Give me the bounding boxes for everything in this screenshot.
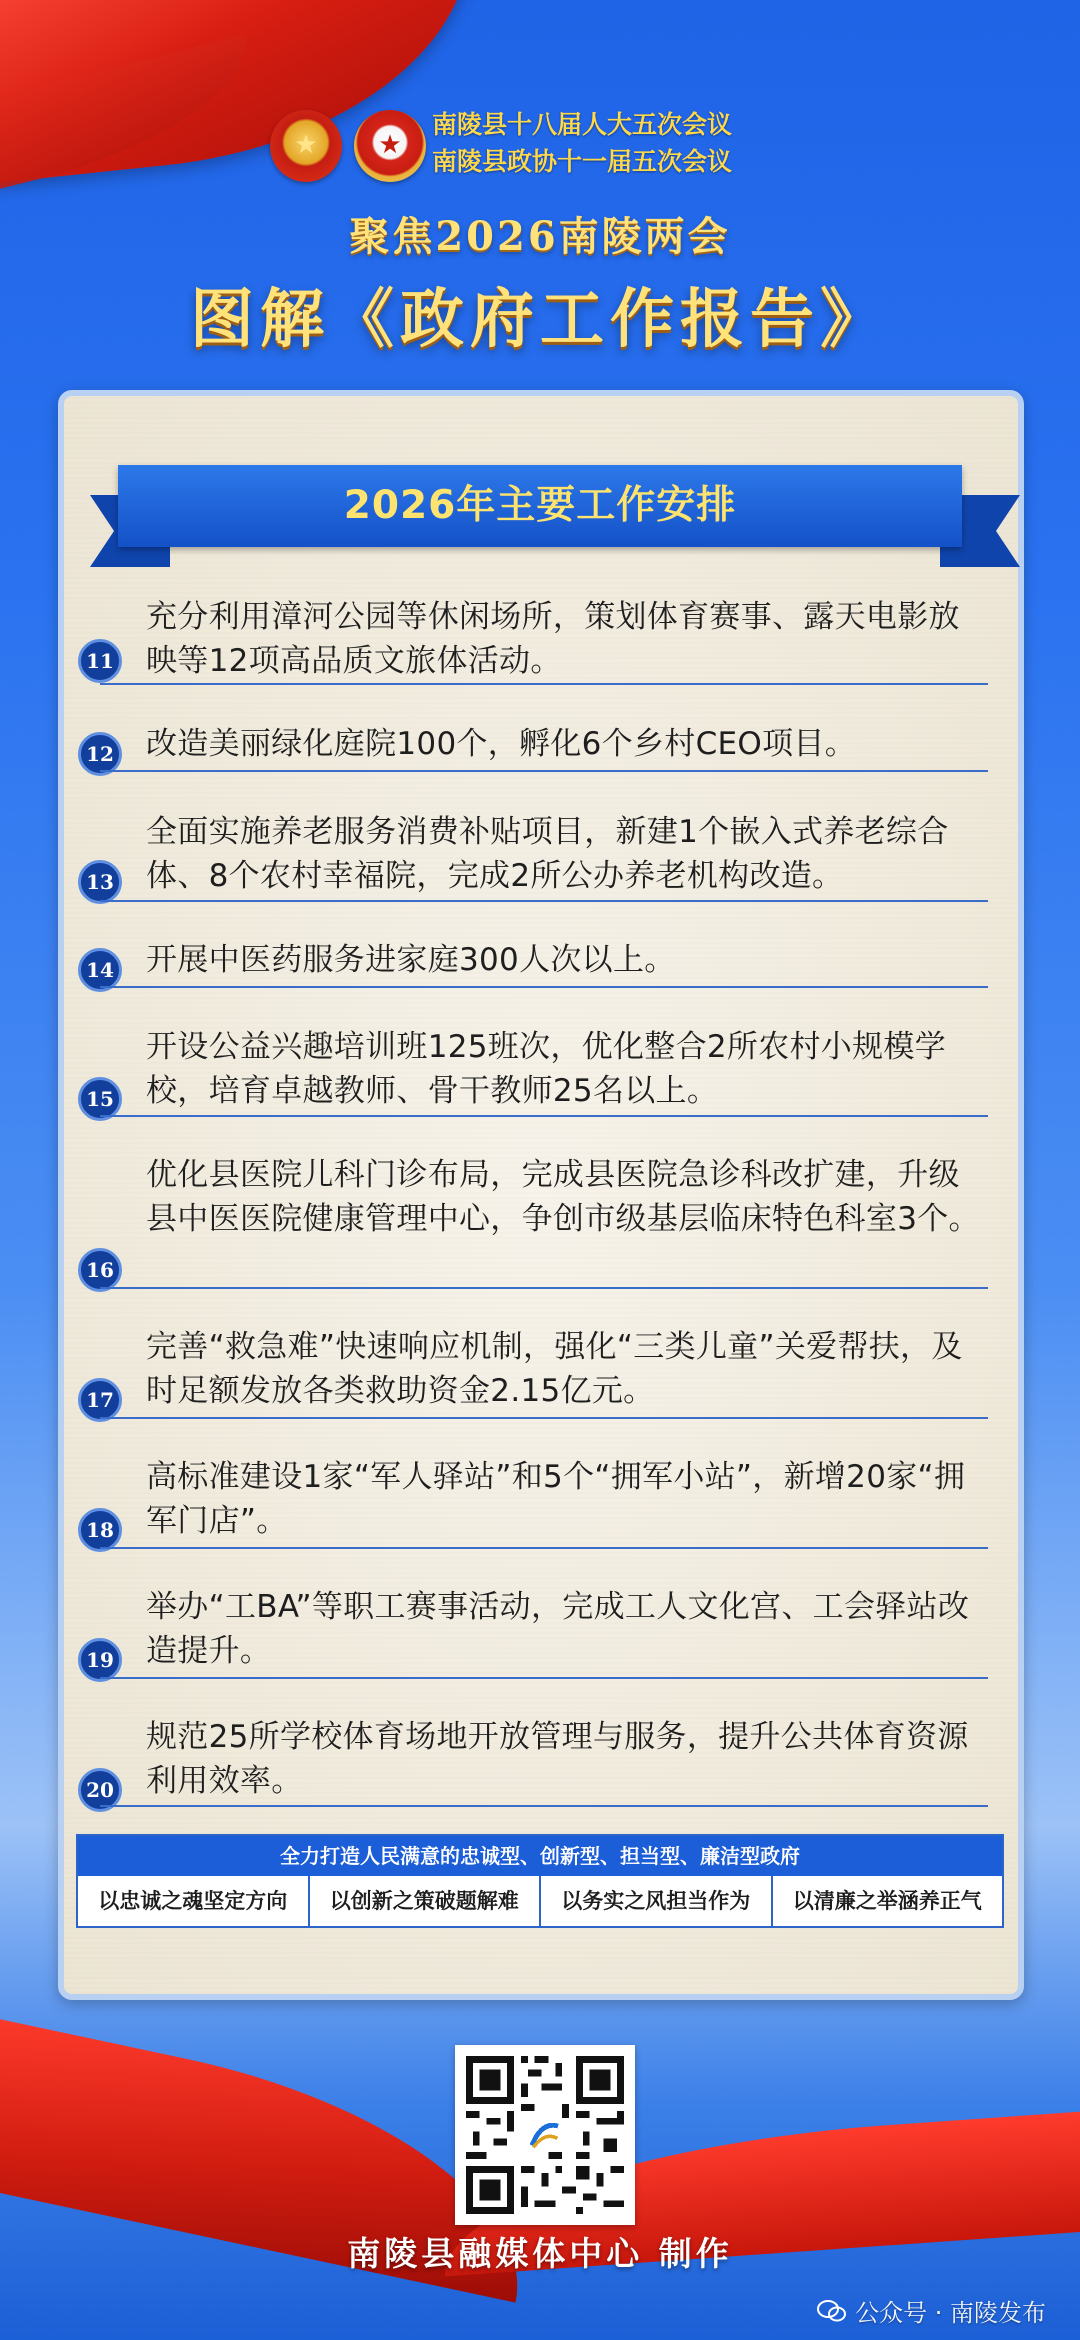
item-number-badge: 19: [78, 1638, 122, 1682]
motto-cell: 以清廉之举涵养正气: [771, 1876, 1003, 1926]
item-underline: [100, 986, 988, 988]
item-number-badge: 14: [78, 948, 122, 992]
motto-table: [76, 1834, 1004, 1928]
item-text: 优化县医院儿科门诊布局，完成县医院急诊科改扩建，升级县中医医院健康管理中心，争创市级基层临床特色科室3个。: [146, 1157, 980, 1237]
item-number-badge: 20: [78, 1768, 122, 1812]
item-underline: [100, 770, 988, 772]
meeting-line-2: 南陵县政协十一届五次会议: [432, 147, 733, 176]
item-text: 高标准建设1家“军人驿站”和5个“拥军小站”，新增20家“拥军门店”。: [146, 1459, 966, 1539]
item-number-badge: 11: [78, 639, 122, 683]
item-underline: [100, 1115, 988, 1117]
item-text: 充分利用漳河公园等休闲场所，策划体育赛事、露天电影放映等12项高品质文旅体活动。: [146, 599, 960, 679]
item-number-badge: 12: [78, 732, 122, 776]
wechat-icon: [817, 2300, 847, 2322]
item-text: 举办“工BA”等职工赛事活动，完成工人文化宫、工会驿站改造提升。: [146, 1589, 970, 1669]
item-underline: [100, 1417, 988, 1419]
item-text: 开展中医药服务进家庭300人次以上。: [146, 942, 676, 978]
item-underline: [100, 1677, 988, 1679]
account-watermark: [817, 2293, 1046, 2328]
motto-cell: 以创新之策破题解难: [308, 1876, 540, 1926]
item-number-badge: 16: [78, 1248, 122, 1292]
emblems: [270, 110, 426, 182]
producer-credit: 南陵县融媒体中心 制作: [347, 2234, 733, 2273]
meeting-line-1: 南陵县十八届人大五次会议: [432, 110, 733, 139]
national-emblem-icon: ★: [270, 110, 342, 182]
motto-header: 全力打造人民满意的忠诚型、创新型、担当型、廉洁型政府: [78, 1836, 1002, 1876]
item-underline: [100, 683, 988, 685]
item-underline: [100, 1805, 988, 1807]
item-text: 全面实施养老服务消费补贴项目，新建1个嵌入式养老综合体、8个农村幸福院，完成2所公办养老机构改造。: [146, 814, 949, 894]
item-underline: [100, 900, 988, 902]
item-text: 规范25所学校体育场地开放管理与服务，提升公共体育资源利用效率。: [146, 1719, 969, 1799]
item-number-badge: 15: [78, 1077, 122, 1121]
motto-cell: 以务实之风担当作为: [539, 1876, 771, 1926]
page-title: 图解《政府工作报告》: [190, 282, 890, 357]
item-text: 开设公益兴趣培训班125班次，优化整合2所农村小规模学校，培育卓越教师、骨干教师25名以上。: [146, 1029, 946, 1109]
item-underline: [100, 1287, 988, 1289]
item-text: 改造美丽绿化庭院100个，孵化6个乡村CEO项目。: [146, 726, 857, 762]
meeting-names: [432, 106, 732, 180]
page-subtitle: 聚焦2026南陵两会: [349, 213, 731, 260]
item-underline: [100, 1547, 988, 1549]
item-text: 完善“救急难”快速响应机制，强化“三类儿童”关爱帮扶，及时足额发放各类救助资金2.15亿元。: [146, 1329, 963, 1409]
motto-row: [78, 1876, 1002, 1926]
qr-code-icon[interactable]: [455, 2045, 635, 2225]
motto-cell: 以忠诚之魂坚定方向: [98, 1889, 288, 1913]
item-number-badge: 17: [78, 1378, 122, 1422]
watermark-text: 公众号 · 南陵发布: [855, 2299, 1046, 2327]
cppcc-emblem-icon: ★: [354, 110, 426, 182]
section-banner: [118, 465, 962, 547]
item-number-badge: 13: [78, 860, 122, 904]
item-number-badge: 18: [78, 1508, 122, 1552]
section-heading: 2026年主要工作安排: [343, 483, 737, 528]
